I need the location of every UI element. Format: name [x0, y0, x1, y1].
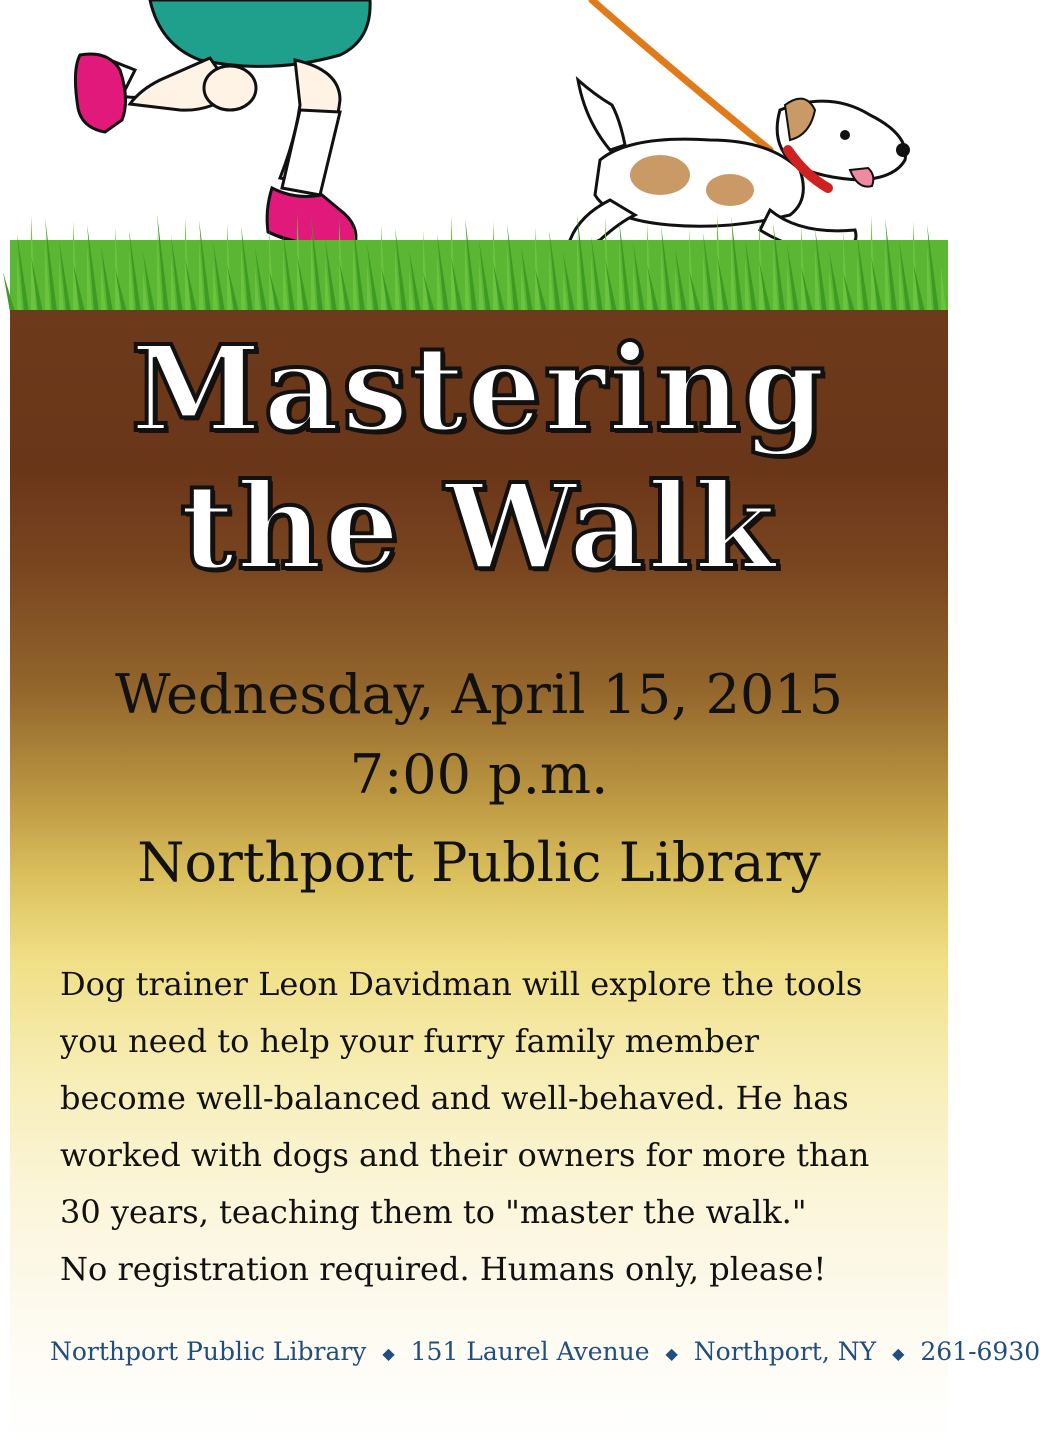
footer-library-name: Northport Public Library — [50, 1337, 367, 1366]
event-time: 7:00 p.m. — [349, 743, 609, 806]
footer-contact — [50, 1337, 1040, 1366]
dog-icon — [570, 80, 910, 251]
description-line: you need to help your furry family member — [60, 1022, 760, 1060]
event-venue: Northport Public Library — [137, 831, 821, 894]
diamond-separator-icon: ◆ — [382, 1344, 395, 1363]
runner-legs-icon — [75, 0, 370, 247]
diamond-separator-icon: ◆ — [665, 1344, 678, 1363]
header-illustration — [10, 0, 948, 312]
event-date: Wednesday, April 15, 2015 — [114, 663, 844, 726]
description-line: Dog trainer Leon Davidman will explore the tools — [60, 965, 863, 1003]
description-line: 30 years, teaching them to "master the walk." — [60, 1193, 807, 1231]
description-line: No registration required. Humans only, please! — [60, 1250, 827, 1288]
footer-phone: 261-6930 — [920, 1337, 1040, 1366]
description-line: become well-balanced and well-behaved. He has — [60, 1079, 849, 1117]
description-line: worked with dogs and their owners for more than — [60, 1136, 870, 1174]
poster-title-line1: Mastering — [130, 319, 828, 458]
event-description — [60, 956, 920, 1298]
event-poster — [10, 0, 1040, 1440]
footer-town: Northport, NY — [693, 1337, 877, 1366]
poster-title-line2: the Walk — [180, 457, 778, 596]
diamond-separator-icon: ◆ — [892, 1344, 905, 1363]
footer-address: 151 Laurel Avenue — [410, 1337, 650, 1366]
